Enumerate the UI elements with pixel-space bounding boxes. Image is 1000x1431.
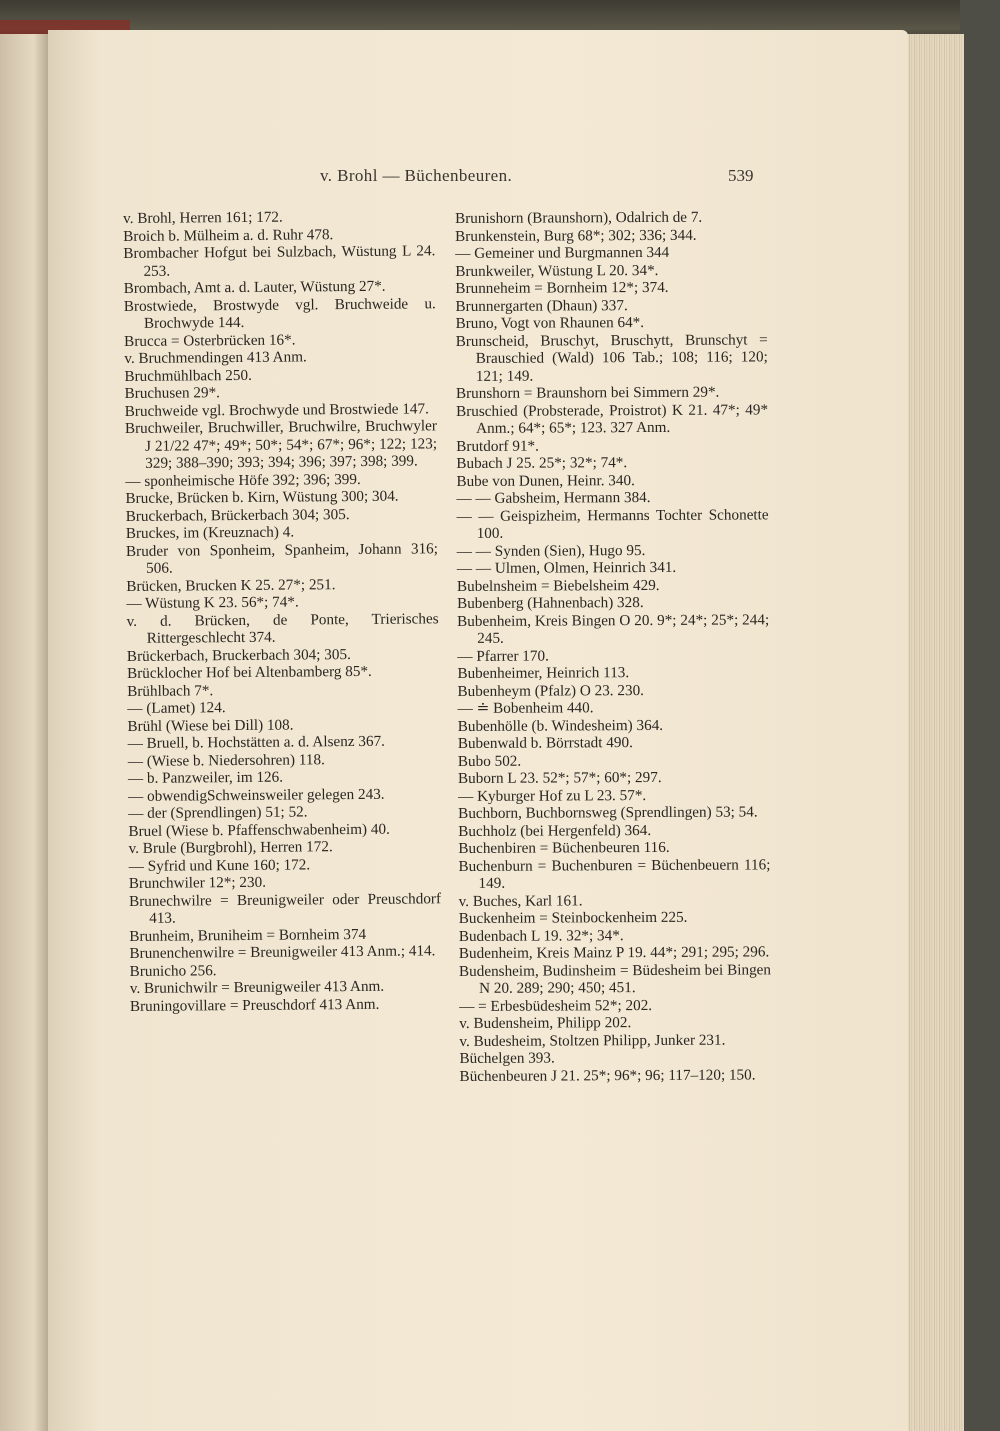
index-entry: Bubenwald b. Börrstadt 490. (457, 734, 633, 752)
index-entry: Bruckerbach, Brückerbach 304; 305. (125, 505, 350, 525)
index-entry: Brombacher Hofgut bei Sulzbach, Wüstung L 24. 253. (123, 242, 436, 280)
index-entry: Bubenberg (Hahnenbach) 328. (457, 594, 644, 612)
index-entry: Bruningovillare = Preuschdorf 413 Anm. (129, 995, 380, 1015)
index-entry: Brucke, Brücken b. Kirn, Wüstung 300; 304. (125, 487, 399, 507)
running-head: v. Brohl — Büchenbeuren. (320, 166, 513, 185)
index-entry: Brunneheim = Bornheim 12*; 374. (455, 278, 669, 297)
index-entry: Bubelnsheim = Biebelsheim 429. (456, 576, 660, 595)
index-entry: Bubo 502. (457, 752, 522, 770)
index-entry: Brunkenstein, Burg 68*; 302; 336; 344. (455, 226, 697, 245)
index-entry: Bruder von Sponheim, Spanheim, Johann 316; 506. (125, 539, 439, 577)
left-page-edge (0, 34, 48, 1431)
index-entry: Bubenheimer, Heinrich 113. (457, 664, 630, 682)
index-entry: Budenbach L 19. 32*; 34*. (458, 926, 624, 945)
index-entry: Brückerbach, Bruckerbach 304; 305. (126, 645, 351, 665)
index-entry: v. Brunichwilr = Breunigweiler 413 Anm. (129, 977, 385, 997)
index-entry: Buchholz (bei Hergenfeld) 364. (458, 821, 652, 840)
index-entry: Büchelgen 393. (459, 1049, 555, 1067)
index-entry: Brunnergarten (Dhaun) 337. (455, 296, 628, 315)
index-entry: Brunheim, Bruniheim = Bornheim 374 (129, 925, 367, 945)
index-entry: — b. Panzweiler, im 126. (127, 768, 284, 787)
index-entry: Brunechwilre = Breunigweiler oder Preuschdorf 413. (128, 889, 442, 927)
page-stack-edges (900, 34, 964, 1431)
index-entry: v. d. Brücken, de Ponte, Trierisches Rittergeschlecht 374. (126, 609, 439, 647)
index-entry: — sponheimische Höfe 392; 396; 399. (125, 470, 361, 490)
index-entry: Brücklocher Hof bei Altenbamberg 85*. (126, 662, 372, 682)
index-entry: Brühlbach 7*. (127, 681, 214, 700)
index-entry: v. Budesheim, Stoltzen Philipp, Junker 231. (459, 1031, 726, 1050)
index-entry: Brücken, Brucken K 25. 27*; 251. (126, 575, 336, 595)
index-entry: — Gemeiner und Burgmannen 344 (455, 243, 670, 262)
index-entry: — Wüstung K 23. 56*; 74*. (126, 593, 299, 612)
index-entry: — (Lamet) 124. (127, 699, 226, 717)
index-entry: Bruel (Wiese b. Pfaffenschwabenheim) 40. (128, 820, 390, 840)
index-entry: Bubach J 25. 25*; 32*; 74*. (456, 454, 628, 472)
index-entry: Buckenheim = Steinbockenheim 225. (458, 908, 688, 927)
index-entry: Buchenbiren = Büchenbeuren 116. (458, 838, 670, 857)
index-entry: Bube von Dunen, Heinr. 340. (456, 471, 635, 490)
index-entry: — der (Sprendlingen) 51; 52. (128, 803, 308, 822)
index-entry: Brunishorn (Braunshorn), Odalrich de 7. (455, 208, 703, 227)
index-entry: — Pfarrer 170. (457, 647, 549, 665)
index-entry: v. Buches, Karl 161. (458, 891, 583, 910)
index-entry: Brostwiede, Brostwyde vgl. Bruchweide u. Brochwyde 144. (123, 294, 436, 332)
index-entry: v. Brohl, Herren 161; 172. (123, 208, 283, 227)
index-entry: — obwendigSchweinsweiler gelegen 243. (128, 785, 385, 805)
background-right (960, 0, 1000, 1431)
index-entry: Brunkweiler, Wüstung L 20. 34*. (455, 261, 659, 280)
index-entry: Bruchusen 29*. (124, 384, 221, 402)
index-entry: Buborn L 23. 52*; 57*; 60*; 297. (457, 768, 662, 787)
index-entry: Budenheim, Kreis Mainz P 19. 44*; 291; 295; 296. (458, 943, 770, 962)
index-entry: Bruno, Vogt von Rhaunen 64*. (455, 314, 645, 332)
index-entry: — — Synden (Sien), Hugo 95. (456, 541, 646, 560)
index-entry: Brunchwiler 12*; 230. (128, 873, 267, 892)
index-entry: Brunshorn = Braunshorn bei Simmern 29*. (455, 383, 720, 402)
index-entry: Bruchweiler, Bruchwiller, Bruchwilre, Bruchwyler J 21/22 47*; 49*; 50*; 54*; 67*; 96*; 122; 123; 329; 388–390; 393; 394; 396; 397; 398; 399. (124, 417, 438, 472)
index-entry: — Kyburger Hof zu L 23. 57*. (458, 786, 647, 805)
index-column-right (455, 208, 772, 1085)
index-entry: Bruckes, im (Kreuznach) 4. (125, 523, 295, 542)
index-entry: Brunenchenwilre = Breunigweiler 413 Anm.; 414. (129, 942, 436, 962)
index-entry: Bubenheim, Kreis Bingen O 20. 9*; 24*; 25*; 244; 245. (457, 610, 770, 647)
index-entry: Bubenheym (Pfalz) O 23. 230. (457, 681, 644, 700)
index-entry: Brutdorf 91*. (456, 437, 539, 455)
index-entry: Büchenbeuren J 21. 25*; 96*; 96; 117–120; 150. (459, 1065, 756, 1085)
index-entry: Bubenhölle (b. Windesheim) 364. (457, 716, 664, 735)
page-number: 539 (728, 166, 754, 185)
index-entry: Brühl (Wiese bei Dill) 108. (127, 716, 294, 735)
index-column-left (123, 207, 442, 1015)
index-entry: Brunscheid, Bruschyt, Bruschytt, Brunschyt = Brauschied (Wald) 106 Tab.; 108; 116; 120; 121; 149. (455, 330, 768, 385)
index-entry: v. Brule (Burgbrohl), Herren 172. (128, 838, 333, 857)
index-entry: Brombach, Amt a. d. Lauter, Wüstung 27*. (123, 277, 386, 297)
index-entry: — ≐ Bobenheim 440. (457, 699, 594, 717)
index-entry: — — Geispizheim, Hermanns Tochter Schonette 100. (456, 505, 769, 542)
index-entry: — — Gabsheim, Hermann 384. (456, 488, 651, 507)
index-entry: — = Erbesbüdesheim 52*; 202. (459, 996, 653, 1015)
index-entry: — — Ulmen, Olmen, Heinrich 341. (456, 558, 677, 577)
index-entry: Buchenburn = Buchenburen = Büchenbeuern 116; 149. (458, 855, 771, 892)
index-entry: — Syfrid und Kune 160; 172. (128, 855, 311, 875)
index-entry: — Bruell, b. Hochstätten a. d. Alsenz 367. (127, 732, 386, 752)
index-entry: Broich b. Mülheim a. d. Ruhr 478. (123, 225, 334, 245)
index-entry: Bruschied (Probsterade, Proistrot) K 21. 47*; 49* Anm.; 64*; 65*; 123. 327 Anm. (456, 400, 769, 437)
index-entry: Bruchweide vgl. Brochwyde und Brostwiede 147. (124, 399, 429, 420)
index-entry: v. Budensheim, Philipp 202. (459, 1014, 632, 1032)
index-entry: Brunicho 256. (129, 961, 217, 980)
index-entry: v. Bruchmendingen 413 Anm. (124, 348, 307, 367)
index-entry: Buchborn, Buchbornsweg (Sprendlingen) 53; 54. (458, 803, 758, 822)
index-entry: Brucca = Osterbrücken 16*. (124, 330, 296, 350)
index-entry: Budensheim, Budinsheim = Büdesheim bei Bingen N 20. 289; 290; 450; 451. (458, 960, 772, 997)
index-entry: — (Wiese b. Niedersohren) 118. (127, 750, 325, 770)
index-entry: Bruchmühlbach 250. (124, 366, 252, 385)
